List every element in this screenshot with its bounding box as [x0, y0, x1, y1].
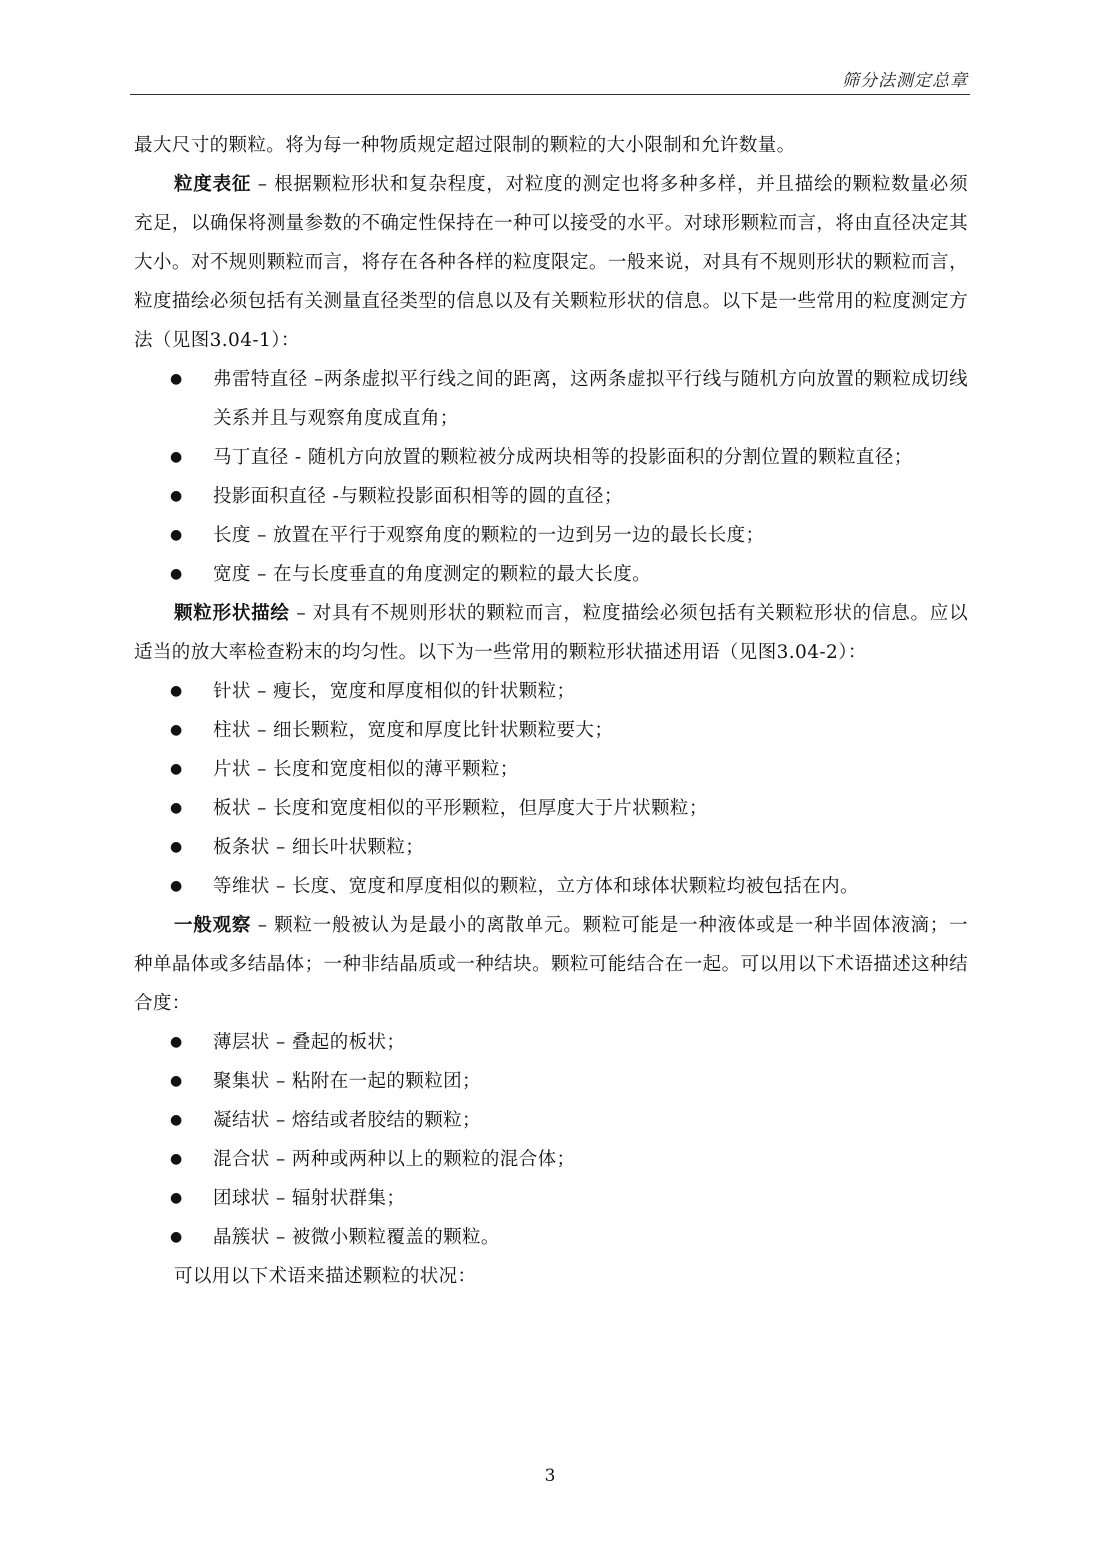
observation-section-text: – 颗粒一般被认为是最小的离散单元。颗粒可能是一种液体或是一种半固体液滴；一种单晶体或多结晶体；一种非结晶质或一种结块。颗粒可能结合在一起。可以用以下术语描述这种结合度： [134, 915, 968, 1014]
bullet-icon: ● [170, 566, 183, 582]
shape-terms-list [134, 672, 968, 906]
document-body [134, 126, 968, 1296]
bullet-icon: ● [170, 527, 183, 543]
list-item: ● 针状 – 瘦长，宽度和厚度相似的针状颗粒； [134, 672, 968, 711]
shape-section-term: 颗粒形状描绘 [174, 603, 290, 624]
intro-continuation: 最大尺寸的颗粒。将为每一种物质规定超过限制的颗粒的大小限制和允许数量。 [134, 135, 796, 156]
bullet-icon: ● [170, 761, 183, 777]
bullet-icon: ● [170, 488, 183, 504]
bullet-icon: ● [170, 1229, 183, 1245]
list-item: ● 宽度 – 在与长度垂直的角度测定的颗粒的最大长度。 [134, 555, 968, 594]
bullet-icon: ● [170, 1151, 183, 1167]
size-section-paragraph [134, 165, 968, 360]
list-item: ● 团球状 – 辐射状群集； [134, 1179, 968, 1218]
observation-terms-list [134, 1023, 968, 1257]
list-item: ● 凝结状 – 熔结或者胶结的颗粒； [134, 1101, 968, 1140]
bullet-icon: ● [170, 1034, 183, 1050]
bullet-icon: ● [170, 371, 183, 387]
list-item: ● 弗雷特直径 –两条虚拟平行线之间的距离，这两条虚拟平行线与随机方向放置的颗粒成切线关系并且与观察角度成直角； [134, 360, 968, 438]
list-item: ● 长度 – 放置在平行于观察角度的颗粒的一边到另一边的最长长度； [134, 516, 968, 555]
header-title: 筛分法测定总章 [842, 71, 968, 91]
list-item: ● 混合状 – 两种或两种以上的颗粒的混合体； [134, 1140, 968, 1179]
shape-section-paragraph [134, 594, 968, 672]
bullet-icon: ● [170, 449, 183, 465]
page-number: 3 [544, 1466, 556, 1486]
size-section-text: – 根据颗粒形状和复杂程度，对粒度的测定也将多种多样，并且描绘的颗粒数量必须充足，以确保将测量参数的不确定性保持在一种可以接受的水平。对球形颗粒而言，将由直径决定其大小。对不规则颗粒而言，将存在各种各样的粒度限定。一般来说，对具有不规则形状的颗粒而言，粒度描绘必须包括有关测量直径类型的信息以及有关颗粒形状的信息。以下是一些常用的粒度测定方法（见图3.04-1）： [134, 174, 968, 351]
bullet-icon: ● [170, 722, 183, 738]
bullet-icon: ● [170, 1112, 183, 1128]
bullet-icon: ● [170, 800, 183, 816]
page-header [130, 62, 970, 95]
list-item: ● 马丁直径 - 随机方向放置的颗粒被分成两块相等的投影面积的分割位置的颗粒直径； [134, 438, 968, 477]
list-item: ● 晶簇状 – 被微小颗粒覆盖的颗粒。 [134, 1218, 968, 1257]
list-item: ● 薄层状 – 叠起的板状； [134, 1023, 968, 1062]
shape-section-text: – 对具有不规则形状的颗粒而言，粒度描绘必须包括有关颗粒形状的信息。应以适当的放大率检查粉末的均匀性。以下为一些常用的颗粒形状描述用语（见图3.04-2）： [134, 603, 968, 663]
bullet-icon: ● [170, 1073, 183, 1089]
list-item: ● 柱状 – 细长颗粒，宽度和厚度比针状颗粒要大； [134, 711, 968, 750]
list-item: ● 等维状 – 长度、宽度和厚度相似的颗粒，立方体和球体状颗粒均被包括在内。 [134, 867, 968, 906]
size-methods-list [134, 360, 968, 594]
list-item: ● 板条状 – 细长叶状颗粒； [134, 828, 968, 867]
observation-section-term: 一般观察 [174, 915, 252, 936]
list-item: ● 片状 – 长度和宽度相似的薄平颗粒； [134, 750, 968, 789]
observation-section-paragraph [134, 906, 968, 1023]
size-section-term: 粒度表征 [174, 174, 252, 195]
list-item: ● 聚集状 – 粘附在一起的颗粒团； [134, 1062, 968, 1101]
bullet-icon: ● [170, 1190, 183, 1206]
bullet-icon: ● [170, 839, 183, 855]
closing-paragraph: 可以用以下术语来描述颗粒的状况： [174, 1266, 477, 1287]
list-item: ● 板状 – 长度和宽度相似的平形颗粒，但厚度大于片状颗粒； [134, 789, 968, 828]
list-item: ● 投影面积直径 -与颗粒投影面积相等的圆的直径； [134, 477, 968, 516]
bullet-icon: ● [170, 683, 183, 699]
bullet-icon: ● [170, 878, 183, 894]
